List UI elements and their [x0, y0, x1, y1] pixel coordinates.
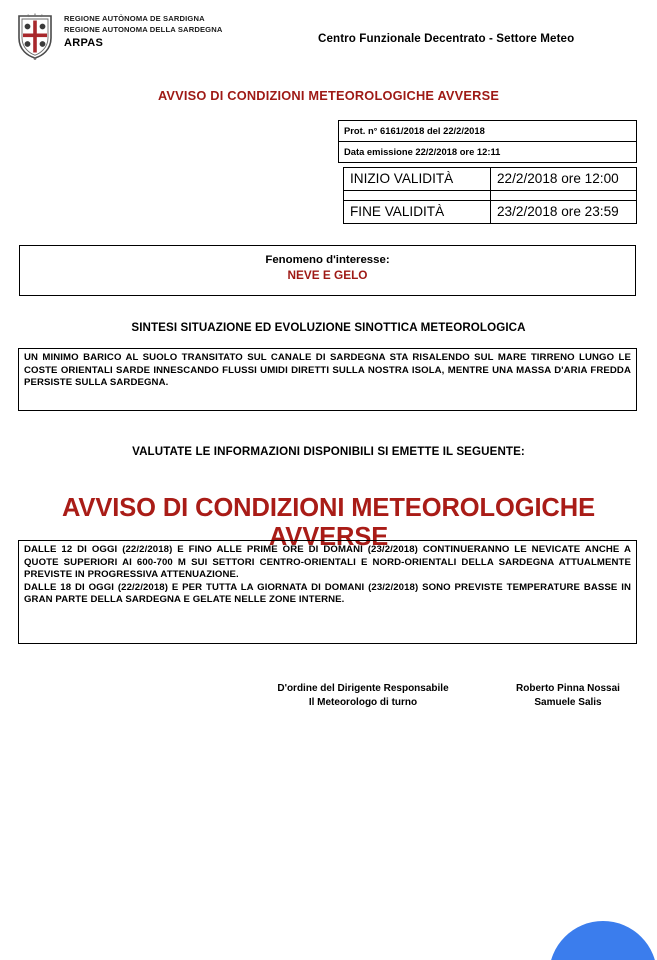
phenomenon-value: NEVE E GELO: [287, 268, 368, 282]
alert-paragraph-1: DALLE 12 DI OGGI (22/2/2018) E FINO ALLE PRIME ORE DI DOMANI (23/2/2018) CONTINUERANNO LE NEVICATE ANCHE A QUOTE SUPERIORI AI 600-700 M SUI SETTORI CENTRO-ORIENTALI E NORD-ORIENTALI DELLA SARDEGNA ATTUALMENTE PREVISTE IN PROGRESSIVA ATTENUAZIONE.: [24, 544, 631, 581]
signature-role-line1: D'ordine del Dirigente Responsabile: [277, 683, 449, 694]
table-row-spacer: [344, 191, 637, 201]
issue-date-cell: Data emissione 22/2/2018 ore 12:11: [339, 142, 637, 163]
validity-spacer-label: [344, 191, 491, 201]
signature-role-line2: Il Meteorologo di turno: [308, 696, 418, 708]
validity-start-value: 22/2/2018 ore 12:00: [491, 168, 637, 191]
table-row: [344, 201, 637, 224]
validity-end-value: 23/2/2018 ore 23:59: [491, 201, 637, 224]
phenomenon-box: [19, 245, 636, 296]
synoptic-text-box: [18, 348, 637, 411]
signature-names: [498, 682, 638, 709]
floating-action-button[interactable]: [549, 921, 657, 960]
signature-role: [258, 682, 468, 709]
table-row: [344, 168, 637, 191]
signature-block: [18, 682, 637, 714]
issue-statement: VALUTATE LE INFORMAZIONI DISPONIBILI SI EMETTE IL SEGUENTE:: [132, 445, 525, 458]
synoptic-section-heading: SINTESI SITUAZIONE ED EVOLUZIONE SINOTTICA METEOROLOGICA: [131, 321, 526, 334]
protocol-table: [338, 120, 637, 163]
table-row: [339, 121, 637, 142]
logo-line-arpas: ARPAS: [64, 37, 104, 49]
signature-name-line2: Samuele Salis: [534, 696, 602, 708]
document-title-small: AVVISO DI CONDIZIONI METEOROLOGICHE AVVERSE: [157, 88, 500, 103]
alert-paragraph-2: DALLE 18 DI OGGI (22/2/2018) E PER TUTTA LA GIORNATA DI DOMANI (23/2/2018) SONO PREVISTE TEMPERATURE BASSE IN GRAN PARTE DELLA SARDEGNA E GELATE NELLE ZONE INTERNE.: [24, 581, 631, 606]
alert-body-box: [18, 540, 637, 644]
document-header: [0, 10, 657, 70]
validity-start-label: INIZIO VALIDITÀ: [344, 168, 491, 191]
table-row: [339, 142, 637, 163]
validity-spacer-value: [491, 191, 637, 201]
synoptic-text: UN MINIMO BARICO AL SUOLO TRANSITATO SUL CANALE DI SARDEGNA STA RISALENDO SUL MARE TIRRENO LUNGO LE COSTE ORIENTALI SARDE INNESCANDO FLUSSI UMIDI DIRETTI SULLA NOSTRA ISOLA, MENTRE UNA MASSA D'ARIA FREDDA PERSISTE SULLA SARDEGNA.: [24, 352, 631, 389]
protocol-number-cell: Prot. n° 6161/2018 del 22/2/2018: [339, 121, 637, 142]
organization-name-lines: [64, 12, 223, 50]
organization-logo-block: [14, 12, 223, 60]
sardinia-four-moors-crest-icon: [14, 12, 56, 60]
validity-end-label: FINE VALIDITÀ: [344, 201, 491, 224]
logo-line-sardigna: REGIONE AUTÒNOMA DE SARDIGNA: [64, 14, 205, 23]
validity-table: [343, 167, 637, 224]
document-title-large: AVVISO DI CONDIZIONI METEOROLOGICHE AVVERSE: [62, 494, 595, 551]
phenomenon-label: Fenomeno d'interesse:: [265, 254, 390, 266]
signature-name-line1: Roberto Pinna Nossai: [516, 683, 620, 694]
logo-line-sardegna: REGIONE AUTONOMA DELLA SARDEGNA: [64, 24, 223, 34]
header-title: Centro Funzionale Decentrato - Settore Meteo: [318, 32, 575, 45]
